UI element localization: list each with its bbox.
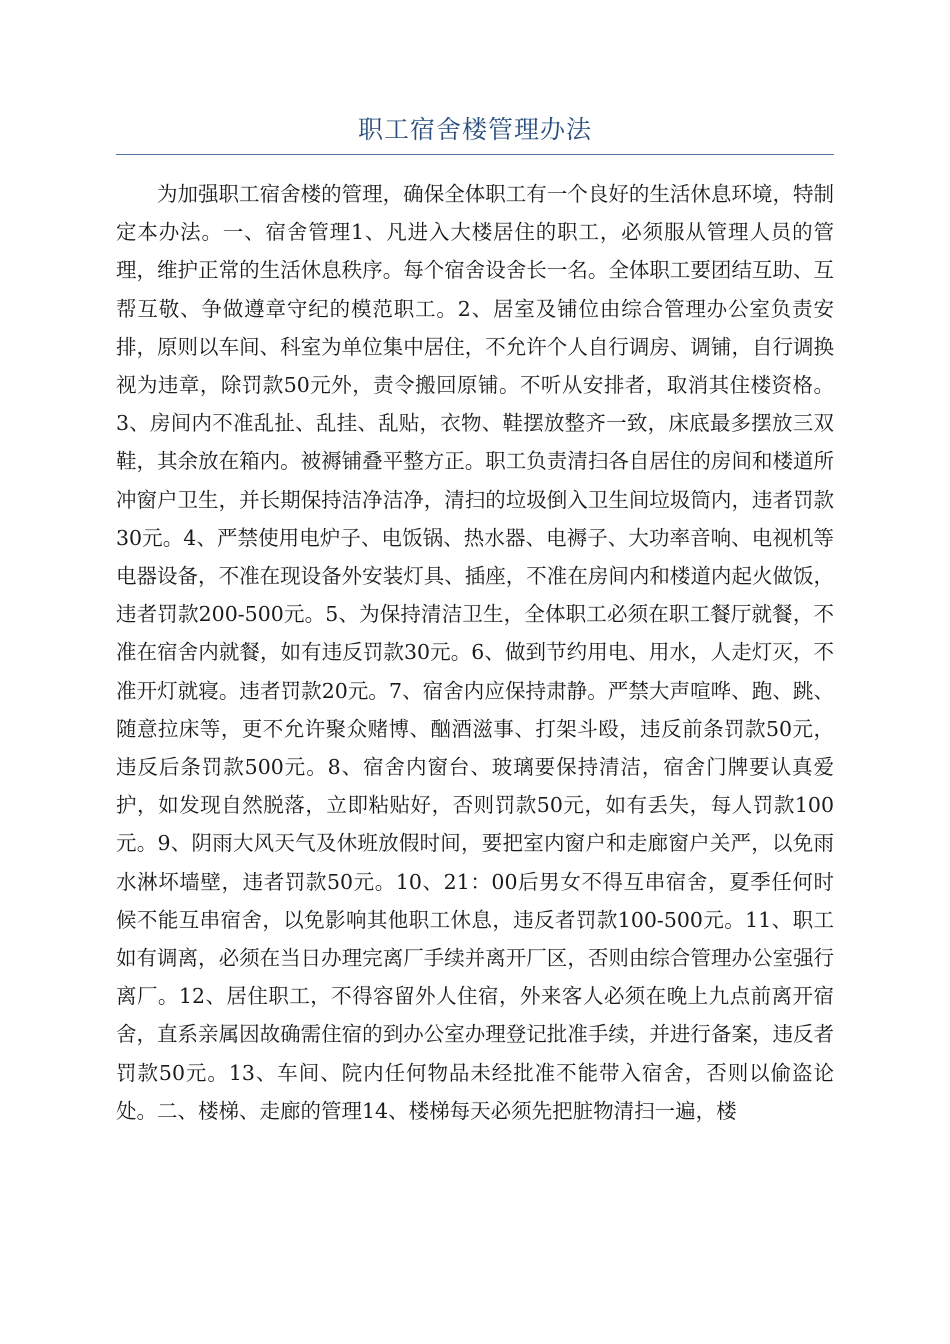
title-underline [116,154,834,155]
document-body-paragraph: 为加强职工宿舍楼的管理，确保全体职工有一个良好的生活休息环境，特制定本办法。一、宿舍管理1、凡进入大楼居住的职工，必须服从管理人员的管理，维护正常的生活休息秩序。每个宿舍设舍长一名。全体职工要团结互助、互帮互敬、争做遵章守纪的模范职工。2、居室及铺位由综合管理办公室负责安排，原则以车间、科室为单位集中居住，不允许个人自行调房、调铺，自行调换视为违章，除罚款50元外，责令搬回原铺。不听从安排者，取消其住楼资格。3、房间内不准乱扯、乱挂、乱贴，衣物、鞋摆放整齐一致，床底最多摆放三双鞋，其余放在箱内。被褥铺叠平整方正。职工负责清扫各自居住的房间和楼道所冲窗户卫生，并长期保持洁净洁净，清扫的垃圾倒入卫生间垃圾筒内，违者罚款30元。4、严禁使用电炉子、电饭锅、热水器、电褥子、大功率音响、电视机等电器设备，不准在现设备外安装灯具、插座，不准在房间内和楼道内起火做饭，违者罚款200-500元。5、为保持清洁卫生，全体职工必须在职工餐厅就餐，不准在宿舍内就餐，如有违反罚款30元。6、做到节约用电、用水，人走灯灭，不准开灯就寝。违者罚款20元。7、宿舍内应保持肃静。严禁大声喧哗、跑、跳、随意拉床等，更不允许聚众赌博、酗酒滋事、打架斗殴，违反前条罚款50元，违反后条罚款500元。8、宿舍内窗台、玻璃要保持清洁，宿舍门牌要认真爱护，如发现自然脱落，立即粘贴好，否则罚款50元，如有丢失，每人罚款100元。9、阴雨大风天气及休班放假时间，要把室内窗户和走廊窗户关严，以免雨水淋坏墙壁，违者罚款50元。10、21：00后男女不得互串宿舍，夏季任何时候不能互串宿舍，以免影响其他职工休息，违反者罚款100-500元。11、职工如有调离，必须在当日办理完离厂手续并离开厂区，否则由综合管理办公室强行离厂。12、居住职工，不得容留外人住宿，外来客人必须在晚上九点前离开宿舍，直系亲属因故确需住宿的到办公室办理登记批准手续，并进行备案，违反者罚款50元。13、车间、院内任何物品未经批准不能带入宿舍，否则以偷盗论处。二、楼梯、走廊的管理14、楼梯每天必须先把脏物清扫一遍，楼 [116,182,834,1123]
document-title: 职工宿舍楼管理办法 [357,115,592,144]
